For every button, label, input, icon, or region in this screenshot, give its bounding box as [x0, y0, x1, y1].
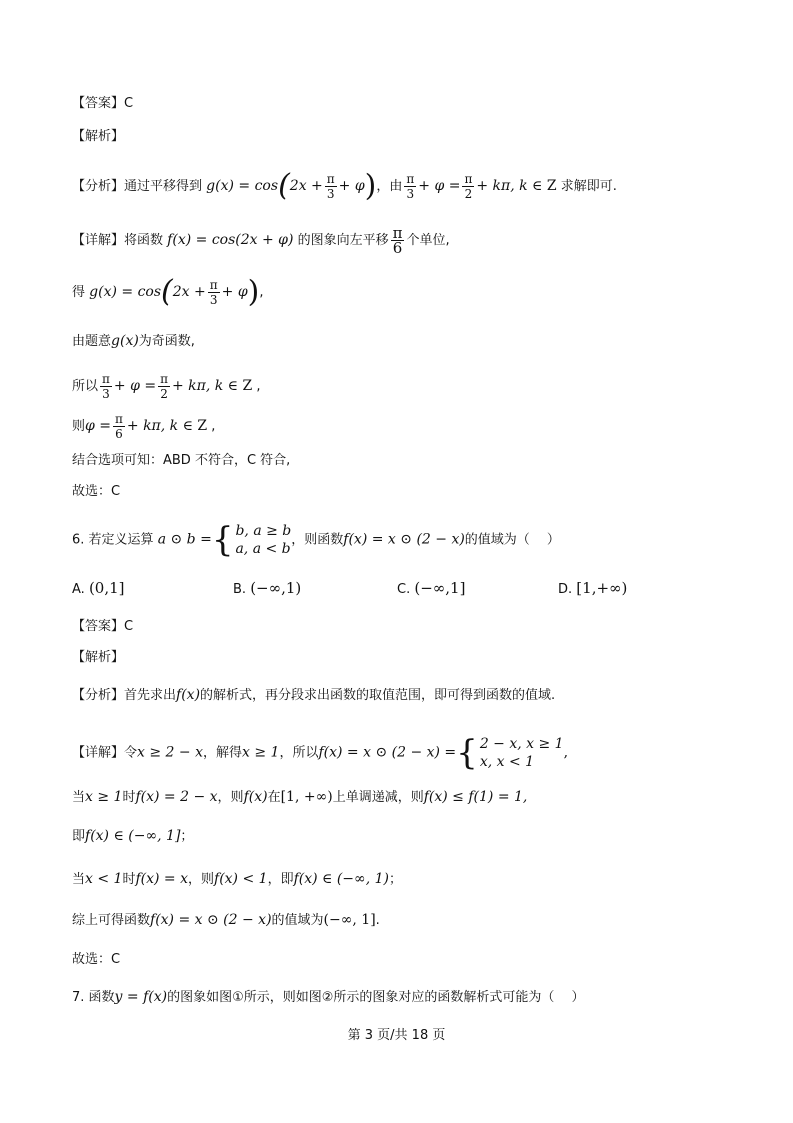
analysis-line-5: 【分析】通过平移得到 g(x) = cos(2x + $\frac{\pi}{3}$ + φ)，由 $\frac{\pi}{3}$ + φ = $\frac{\pi}{2}$ + kπ, k ∈ Z 求解即可. — [72, 168, 617, 204]
detail-line-5: 【详解】将函数 f(x) = cos(2x + φ) 的图象向左平移 $\frac{\pi}{6}$ 个单位, — [72, 224, 450, 257]
line-6b: 即f(x) ∈ (−∞, 1]； — [72, 828, 194, 844]
detail-line-6: 【详解】令x ≥ 2 − x，解得x ≥ 1，所以f(x) = x ⊙ (2 − x) ={ 2 − x, x ≥ 1 x, x < 1 , — [72, 733, 569, 773]
option-c[interactable]: C. (−∞,1] — [397, 579, 466, 597]
answer-tag: 【答案】 — [72, 96, 125, 111]
line-so: 所以 $\frac{\pi}{3}$ + φ = $\frac{\pi}{2}$ + kπ, k ∈ Z , — [72, 372, 261, 401]
formula: g(x) = cos(2x + — [89, 274, 206, 309]
line-odd: 由题意g(x)为奇函数, — [72, 333, 195, 349]
analysis-header-5: 【解析】 — [72, 129, 125, 144]
page-footer: 第 3 页/共 18 页 — [347, 1028, 446, 1043]
answer-line-6: 【答案】C — [72, 619, 134, 634]
line-6a: 当x ≥ 1时f(x) = 2 − x，则f(x)在[1, +∞)上单调递减，则f(x) ≤ f(1) = 1, — [72, 789, 528, 805]
answer-value: C — [124, 96, 134, 111]
formula: f(x) = cos(2x + φ) — [167, 232, 294, 248]
line-combine: 结合选项可知：ABD 不符合，C 符合, — [72, 453, 291, 468]
analysis-line-6: 【分析】首先求出f(x)的解析式，再分段求出函数的取值范围，即可得到函数的值域. — [72, 687, 556, 703]
choose-5: 故选：C — [72, 484, 121, 499]
option-b[interactable]: B. (−∞,1) — [233, 579, 302, 597]
question-6: 6. 若定义运算 a ⊙ b ={ b, a ≥ b a, a < b ，则函数f(x) = x ⊙ (2 − x)的值域为（ ） — [72, 520, 560, 560]
analysis-header-6: 【解析】 — [72, 650, 125, 665]
option-a[interactable]: A. (0,1] — [72, 579, 125, 597]
option-d[interactable]: D. [1,+∞) — [558, 579, 628, 597]
choose-6: 故选：C — [72, 952, 121, 967]
line-then: 则φ = $\frac{\pi}{6}$ + kπ, k ∈ Z , — [72, 412, 216, 441]
line-6c: 当x < 1时f(x) = x，则f(x) < 1，即f(x) ∈ (−∞, 1)； — [72, 871, 402, 887]
formula: g(x) = cos(2x + — [206, 168, 323, 203]
formula: g(x) — [111, 333, 139, 349]
answer-line-5 — [72, 94, 133, 114]
line-g: 得 g(x) = cos(2x + $\frac{\pi}{3}$ + φ), — [72, 274, 264, 310]
question-7: 7. 函数y = f(x)的图象如图①所示，则如图②所示的图象对应的函数解析式可能为（ ） — [72, 989, 585, 1005]
line-6d: 综上可得函数f(x) = x ⊙ (2 − x)的值域为(−∞, 1]. — [72, 912, 380, 928]
